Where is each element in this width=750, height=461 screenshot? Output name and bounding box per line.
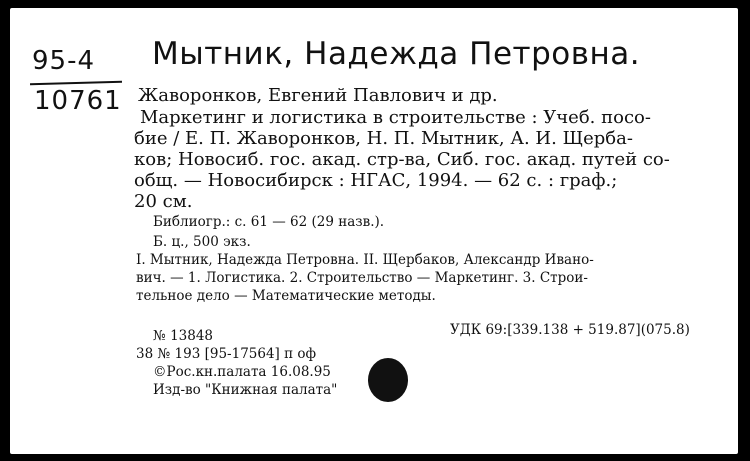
tracing-line-1: I. Мытник, Надежда Петровна. II. Щербаков, Александр Ивано-	[136, 252, 594, 268]
entry-heading: Жаворонков, Евгений Павлович и др.	[138, 85, 498, 106]
call-number-top: 95-4	[32, 46, 96, 76]
handwritten-author-name: Мытник, Надежда Петровна.	[152, 36, 641, 72]
tracing-line-2: вич. — 1. Логистика. 2. Строительство — Маркетинг. 3. Строи-	[136, 270, 588, 286]
title-line-1: Маркетинг и логистика в строительстве : Учеб. посо-	[140, 107, 651, 128]
title-line-2: бие / Е. П. Жаворонков, Н. П. Мытник, А. И. Щерба-	[134, 128, 633, 149]
tracing-line-3: тельное дело — Математические методы.	[136, 288, 436, 304]
title-line-4: общ. — Новосибирск : НГАС, 1994. — 62 с. : граф.;	[134, 170, 618, 191]
call-number-bottom: 10761	[34, 86, 122, 116]
udc-code: УДК 69:[339.138 + 519.87](075.8)	[450, 322, 690, 338]
call-number-divider	[30, 81, 122, 85]
title-line-3: ков; Новосиб. гос. акад. стр-ва, Сиб. гос. акад. путей со-	[134, 149, 670, 170]
order-number: 38 № 193 [95-17564] п оф	[136, 346, 317, 362]
book-chamber-stamp: ©Рос.кн.палата 16.08.95	[153, 364, 331, 380]
title-line-5: 20 см.	[134, 191, 193, 212]
publisher-line: Изд-во "Книжная палата"	[153, 382, 338, 398]
bibliography-note: Библиогр.: с. 61 — 62 (29 назв.).	[153, 214, 385, 230]
ink-blot	[368, 358, 408, 402]
catalog-card	[10, 8, 738, 454]
record-number: № 13848	[153, 328, 214, 344]
price-note: Б. ц., 500 экз.	[153, 234, 251, 250]
